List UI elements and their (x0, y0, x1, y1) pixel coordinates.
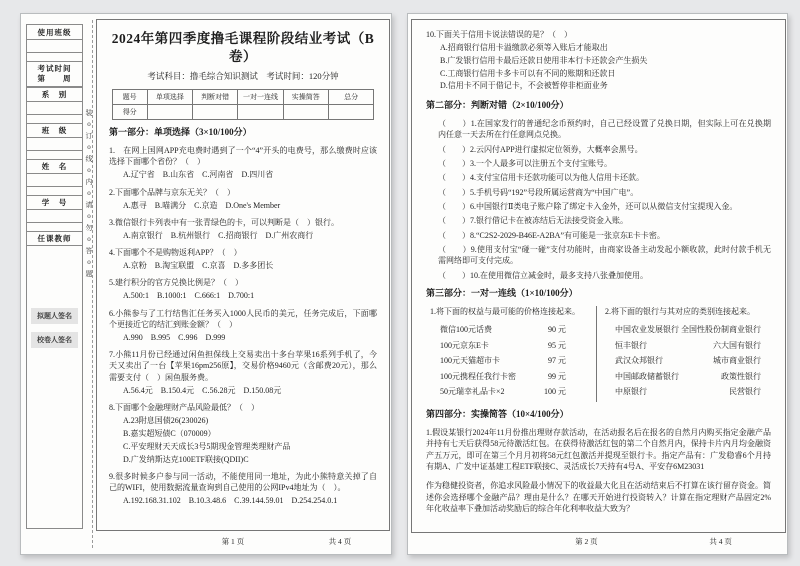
judgement-item-3: （ ）3.一个人最多可以注册五个支付宝账号。 (438, 158, 612, 168)
judgement-item-1: （ ）1.在国家发行的普通纪念币预约时，自己已经设置了兑换日期，但实际上可在兑换期内任意一天去所在行任意网点兑换。 (438, 118, 771, 140)
question-text: 6.小熊参与了工行结售汇任务买入1000人民币的美元，任务完成后，下面哪个更接近它的结汇到账金额？（ ） (109, 308, 377, 329)
question-option-a: A.招商银行信用卡溢缴款必须等入账后才能取出 (440, 42, 608, 52)
match-left: 中原银行 (615, 387, 647, 397)
match-pair (440, 340, 566, 351)
sidebar-teacher-label: 任课教师 (27, 231, 82, 246)
question-5 (109, 277, 377, 301)
page1-content-frame (96, 19, 390, 531)
question-options: A.500:1 B.1000:1 C.666:1 D.700:1 (123, 291, 255, 301)
question-options: A.惠寻 B.喵满分 C.京造 D.One's Member (123, 200, 281, 210)
judgement-item-7: （ ）7.银行借记卡在被冻结后无法接受资金入账。 (438, 216, 628, 226)
question-option-d: D.广发纳斯达克100ETF联接(QDII)C (123, 454, 249, 464)
score-header-cell: 总分 (328, 90, 373, 105)
question-8 (109, 402, 377, 465)
sidebar-name-label: 姓 名 (27, 159, 82, 174)
sidebar-gap (27, 53, 82, 61)
match-right: 政策性银行 (721, 371, 761, 381)
match-right: 100 元 (544, 387, 566, 397)
match-right: 90 元 (548, 325, 566, 335)
question-2 (109, 187, 377, 211)
question-options: A.南京银行 B.杭州银行 C.招商银行 D.广州农商行 (123, 230, 314, 240)
match-left: 武汉众邦银行 (615, 356, 663, 366)
match-pair (615, 355, 761, 366)
match-right: 民营银行 (729, 387, 761, 397)
matching-title-2: 2.将下面的银行与其对应的类别连接起来。 (605, 307, 755, 317)
match-pair (440, 324, 566, 335)
score-table (112, 89, 375, 120)
score-cell-empty (147, 105, 192, 120)
score-header-cell: 判断对错 (193, 90, 238, 105)
judgement-item-9: （ ）9.使用支付宝“碰一碰”支付功能时，由商家设备主动发起小额收款，此时付款手机无需网络即可支付完成。 (438, 245, 771, 266)
sidebar-id-field[interactable] (27, 210, 82, 223)
sidebar-exam-time (27, 61, 82, 87)
judgement-item-4: （ ）4.支付宝信用卡还款功能可以为他人信用卡还款。 (438, 173, 644, 183)
score-table-score-row (112, 105, 374, 120)
exam-page-1 (20, 13, 392, 555)
question-option-d: D.信用卡不同于借记卡，不会被暂停非柜面业务 (440, 81, 608, 91)
question-4 (109, 247, 377, 271)
question-1 (109, 145, 377, 181)
match-right: 全国性股份制商业银行 (681, 325, 761, 335)
question-text: 8.下面哪个金融理财产品风险最低？（ ） (109, 403, 259, 413)
match-pair (440, 371, 566, 382)
judgement-item-5: （ ）5.手机号码“192”号段所属运营商为“中国广电”。 (438, 187, 639, 197)
page1-footer (91, 536, 388, 548)
question-text: 4.下面哪个不是购物返利APP？（ ） (109, 248, 242, 258)
part4-heading: 第四部分：实操简答（10×4/100分） (426, 408, 569, 419)
match-right: 城市商业银行 (713, 356, 761, 366)
page-number: 第 1 页 (221, 537, 245, 546)
question-text: 7.小熊11月份已经通过闲鱼担保线上交易卖出十多台苹果16系列手机了，今天又卖出了一台【苹果16pm256原】，交易价格9460元（含邮费20元），那么需要支付（ ）闲鱼服务费。 (109, 350, 377, 382)
sidebar-gap (27, 151, 82, 159)
question-text: 9.很多时候多户参与同一活动，不能使用同一地址，为此小熊特意关掉了自己的WIFI，使用数据流量查询到自己使用的公网IPv4地址为（ ）。 (109, 471, 377, 493)
sidebar-grade-label: 班 级 (27, 123, 82, 138)
answer-sheet-sidebar (26, 24, 83, 529)
match-pair (615, 340, 761, 351)
sidebar-dept-label: 系 别 (27, 87, 82, 102)
page2-footer (411, 536, 784, 548)
page-number: 第 2 页 (575, 537, 598, 546)
sidebar-dept-field[interactable] (27, 102, 82, 115)
judgement-item-10: （ ）10.在使用微信立减金时，最多支持八张叠加使用。 (438, 270, 648, 280)
question-option-c: C.工商银行信用卡多卡可以有不同的账期和还款日 (440, 68, 616, 78)
reviewer-signature-label: 校卷人签名 (31, 332, 78, 348)
question-options: A.56.4元 B.150.4元 C.56.28元 D.150.08元 (123, 385, 282, 395)
matching-section (426, 306, 771, 402)
question-9 (109, 471, 377, 507)
question-options: A.辽宁省 B.山东省 C.河南省 D.四川省 (123, 170, 274, 180)
score-row-label: 得分 (112, 105, 147, 120)
sidebar-gap (27, 223, 82, 231)
question-text: 1. 在网上国网APP充电费时遇到了一个“4”开头的电费号，那么缴费时应该选择下面哪个省份？（ ） (109, 146, 377, 167)
judgement-item-2: （ ）2.云闪付APP进行虚拟定位领券，大概率会黑号。 (438, 144, 643, 154)
match-right: 99 元 (548, 371, 566, 381)
question-option-c: C.平安理财天天成长3号5期现金管理类理财产品 (123, 441, 291, 451)
binding-vertical-text: 装o订o线o内o请o勿o答o题 (85, 109, 93, 281)
judgement-item-8: （ ）8.“C2S2-2029-B46E-A2BA”有可能是一张京东E卡卡密。 (438, 230, 665, 240)
match-left: 100元京东E卡 (440, 340, 489, 350)
sidebar-gap (27, 115, 82, 123)
sidebar-grade-field[interactable] (27, 138, 82, 151)
sidebar-gap (27, 187, 82, 195)
sidebar-name-field[interactable] (27, 174, 82, 187)
part3-heading: 第三部分：一对一连线（1×10/100分） (426, 288, 578, 299)
question-text: 3.微信银行卡列表中有一张青绿色的卡，可以判断是（ ）银行。 (109, 217, 339, 227)
score-table-header-row (112, 90, 374, 105)
sidebar-id-label: 学 号 (27, 195, 82, 210)
question-text: 2.下面哪个品牌与京东无关？（ ） (109, 187, 235, 197)
question-3 (109, 217, 377, 241)
score-cell-empty (283, 105, 328, 120)
match-left: 微信100元话费 (440, 325, 492, 335)
match-left: 100元携程任我行卡密 (440, 371, 516, 381)
match-pair (440, 355, 566, 366)
match-left: 中国邮政储蓄银行 (615, 371, 679, 381)
match-right: 六大国有银行 (713, 340, 761, 350)
examiner-signature-label: 拟题人签名 (31, 308, 78, 324)
match-right: 95 元 (548, 340, 566, 350)
sidebar-week-label: 第 周 (37, 74, 72, 83)
page2-content-frame (411, 19, 786, 533)
score-cell-empty (238, 105, 283, 120)
page-total: 共 4 页 (709, 537, 732, 546)
score-cell-empty (193, 105, 238, 120)
exam-title: 2024年第四季度撸毛课程阶段结业考试（B卷） (111, 31, 375, 64)
matching-column-banks (596, 306, 771, 402)
matching-column-benefits (426, 306, 596, 402)
score-header-cell: 单项选择 (147, 90, 192, 105)
score-header-cell: 实操简答 (283, 90, 328, 105)
part2-heading: 第二部分：判断对错（2×10/100分） (426, 99, 569, 110)
match-left: 100元天猫超市卡 (440, 356, 500, 366)
match-left: 50元瑞幸礼品卡×2 (440, 387, 505, 397)
sidebar-class-label: 使用班级 (27, 25, 82, 40)
practical-question-paragraph-1: 1.假设某银行2024年11月份推出理财存款活动，在活动报名后在报名的自然月内购买指定金融产品并持有七天后获得58元待激活红包。在获得待激活红包的第二个自然月内，保持卡片内月均金融资产五万元，即可在第三个月月初将58元红包激活并提现至银行卡。指定产品有：广发稳睿6个月持有期A、广发中证基建工程ETF联接C、灵活成长7天持有4号A、平安存6M23031 (426, 427, 771, 472)
question-option-b: B.嘉实超短债C（070009） (123, 428, 216, 438)
score-cell-empty (328, 105, 373, 120)
page-total: 共 4 页 (328, 537, 352, 546)
question-10 (426, 29, 771, 92)
question-options: A.192.168.31.102 B.10.3.48.6 C.39.144.59.01 D.254.254.0.1 (123, 496, 338, 506)
question-6 (109, 308, 377, 344)
matching-title-1: 1.将下面的权益与最可能的价格连接起来。 (430, 307, 580, 317)
binding-dashed-line (92, 20, 93, 548)
question-options: A.990 B.995 C.996 D.999 (123, 332, 226, 342)
exam-page-2 (407, 13, 788, 555)
question-option-b: B.广发银行信用卡最后还款日使用非本行卡还款会产生损失 (440, 55, 648, 65)
match-pair (615, 386, 761, 397)
match-right: 97 元 (548, 356, 566, 366)
question-text: 10.下面关于信用卡说法错误的是？（ ） (426, 30, 572, 39)
score-header-cell: 题号 (112, 90, 147, 105)
match-left: 恒丰银行 (615, 340, 647, 350)
score-header-cell: 一对一连线 (238, 90, 283, 105)
judgement-item-6: （ ）6.中国银行Ⅱ类电子账户除了绑定卡入金外，还可以从微信支付宝提现入金。 (438, 201, 738, 211)
match-pair (615, 371, 761, 382)
question-options: A.京粉 B.淘宝联盟 C.京喜 D.多多团长 (123, 260, 274, 270)
match-left: 中国农业发展银行 (615, 325, 679, 335)
sidebar-time-label: 考试时间 (37, 63, 72, 73)
practical-question-paragraph-2: 作为稳健投资者，你追求风险最小情况下的收益最大化且在活动结束后不打算在该行留存资金。简述你会选择哪个金融产品？理由是什么？在哪天开始进行投资转入？计算在指定理财产品固定2%年化收益率下叠加活动奖励后的综合年化利率收益大致为？ (426, 480, 771, 514)
match-pair (615, 324, 761, 335)
question-text: 5.建行积分的官方兑换比例是？（ ） (109, 278, 243, 288)
match-pair (440, 386, 566, 397)
question-option-a: A.23附息国债26(230026) (123, 415, 209, 425)
part1-heading: 第一部分：单项选择（3×10/100分） (109, 127, 252, 138)
sidebar-class-field[interactable] (27, 40, 82, 53)
question-7 (109, 349, 377, 396)
exam-subtitle: 考试科目：撸毛综合知识测试 考试时间：120分钟 (147, 71, 339, 82)
